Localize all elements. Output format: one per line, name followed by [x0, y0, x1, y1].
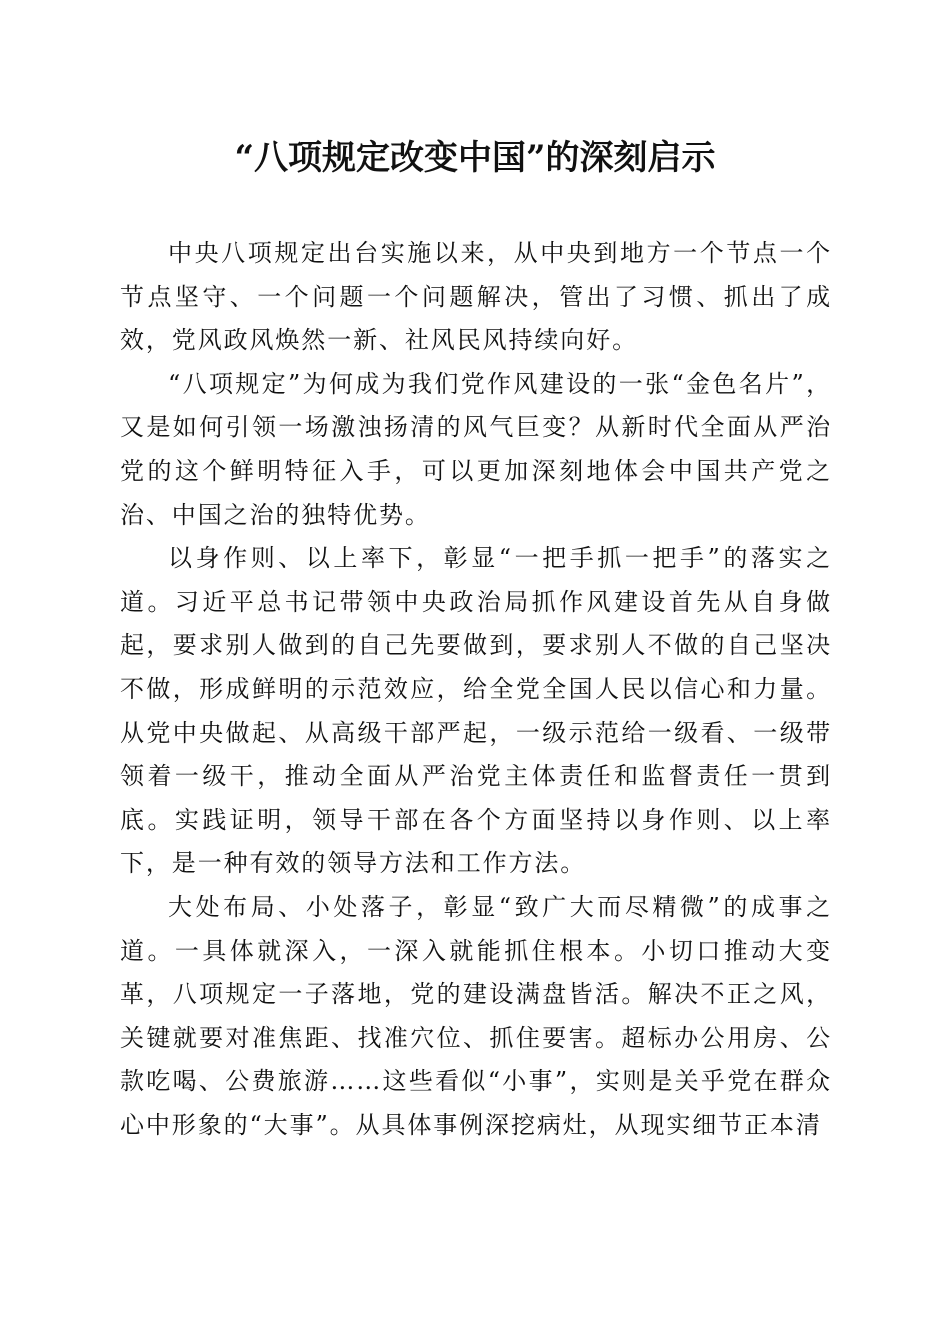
document-body: [120, 232, 832, 1147]
paragraph-3: 以身作则、以上率下，彰显“一把手抓一把手”的落实之道。习近平总书记带领中央政治局抓作风建设首先从自身做起，要求别人做到的自己先要做到，要求别人不做的自己坚决不做，形成鲜明的示范效应，给全党全国人民以信心和力量。从党中央做起、从高级干部严起，一级示范给一级看、一级带领着一级干，推动全面从严治党主体责任和监督责任一贯到底。实践证明，领导干部在各个方面坚持以身作则、以上率下，是一种有效的领导方法和工作方法。: [120, 544, 832, 878]
document-title: “八项规定改变中国”的深刻启示: [234, 138, 716, 178]
paragraph-4: 大处布局、小处落子，彰显“致广大而尽精微”的成事之道。一具体就深入，一深入就能抓住根本。小切口推动大变革，八项规定一子落地，党的建设满盘皆活。解决不正之风，关键就要对准焦距、找准穴位、抓住要害。超标办公用房、公款吃喝、公费旅游……这些看似“小事”，实则是关乎党在群众心中形象的“大事”。从具体事例深挖病灶，从现实细节正本清: [120, 892, 832, 1139]
paragraph-2: “八项规定”为何成为我们党作风建设的一张“金色名片”，又是如何引领一场激浊扬清的风气巨变？从新时代全面从严治党的这个鲜明特征入手，可以更加深刻地体会中国共产党之治、中国之治的独特优势。: [120, 369, 832, 529]
paragraph-1: 中央八项规定出台实施以来，从中央到地方一个节点一个节点坚守、一个问题一个问题解决，管出了习惯、抓出了成效，党风政风焕然一新、社风民风持续向好。: [120, 239, 832, 355]
